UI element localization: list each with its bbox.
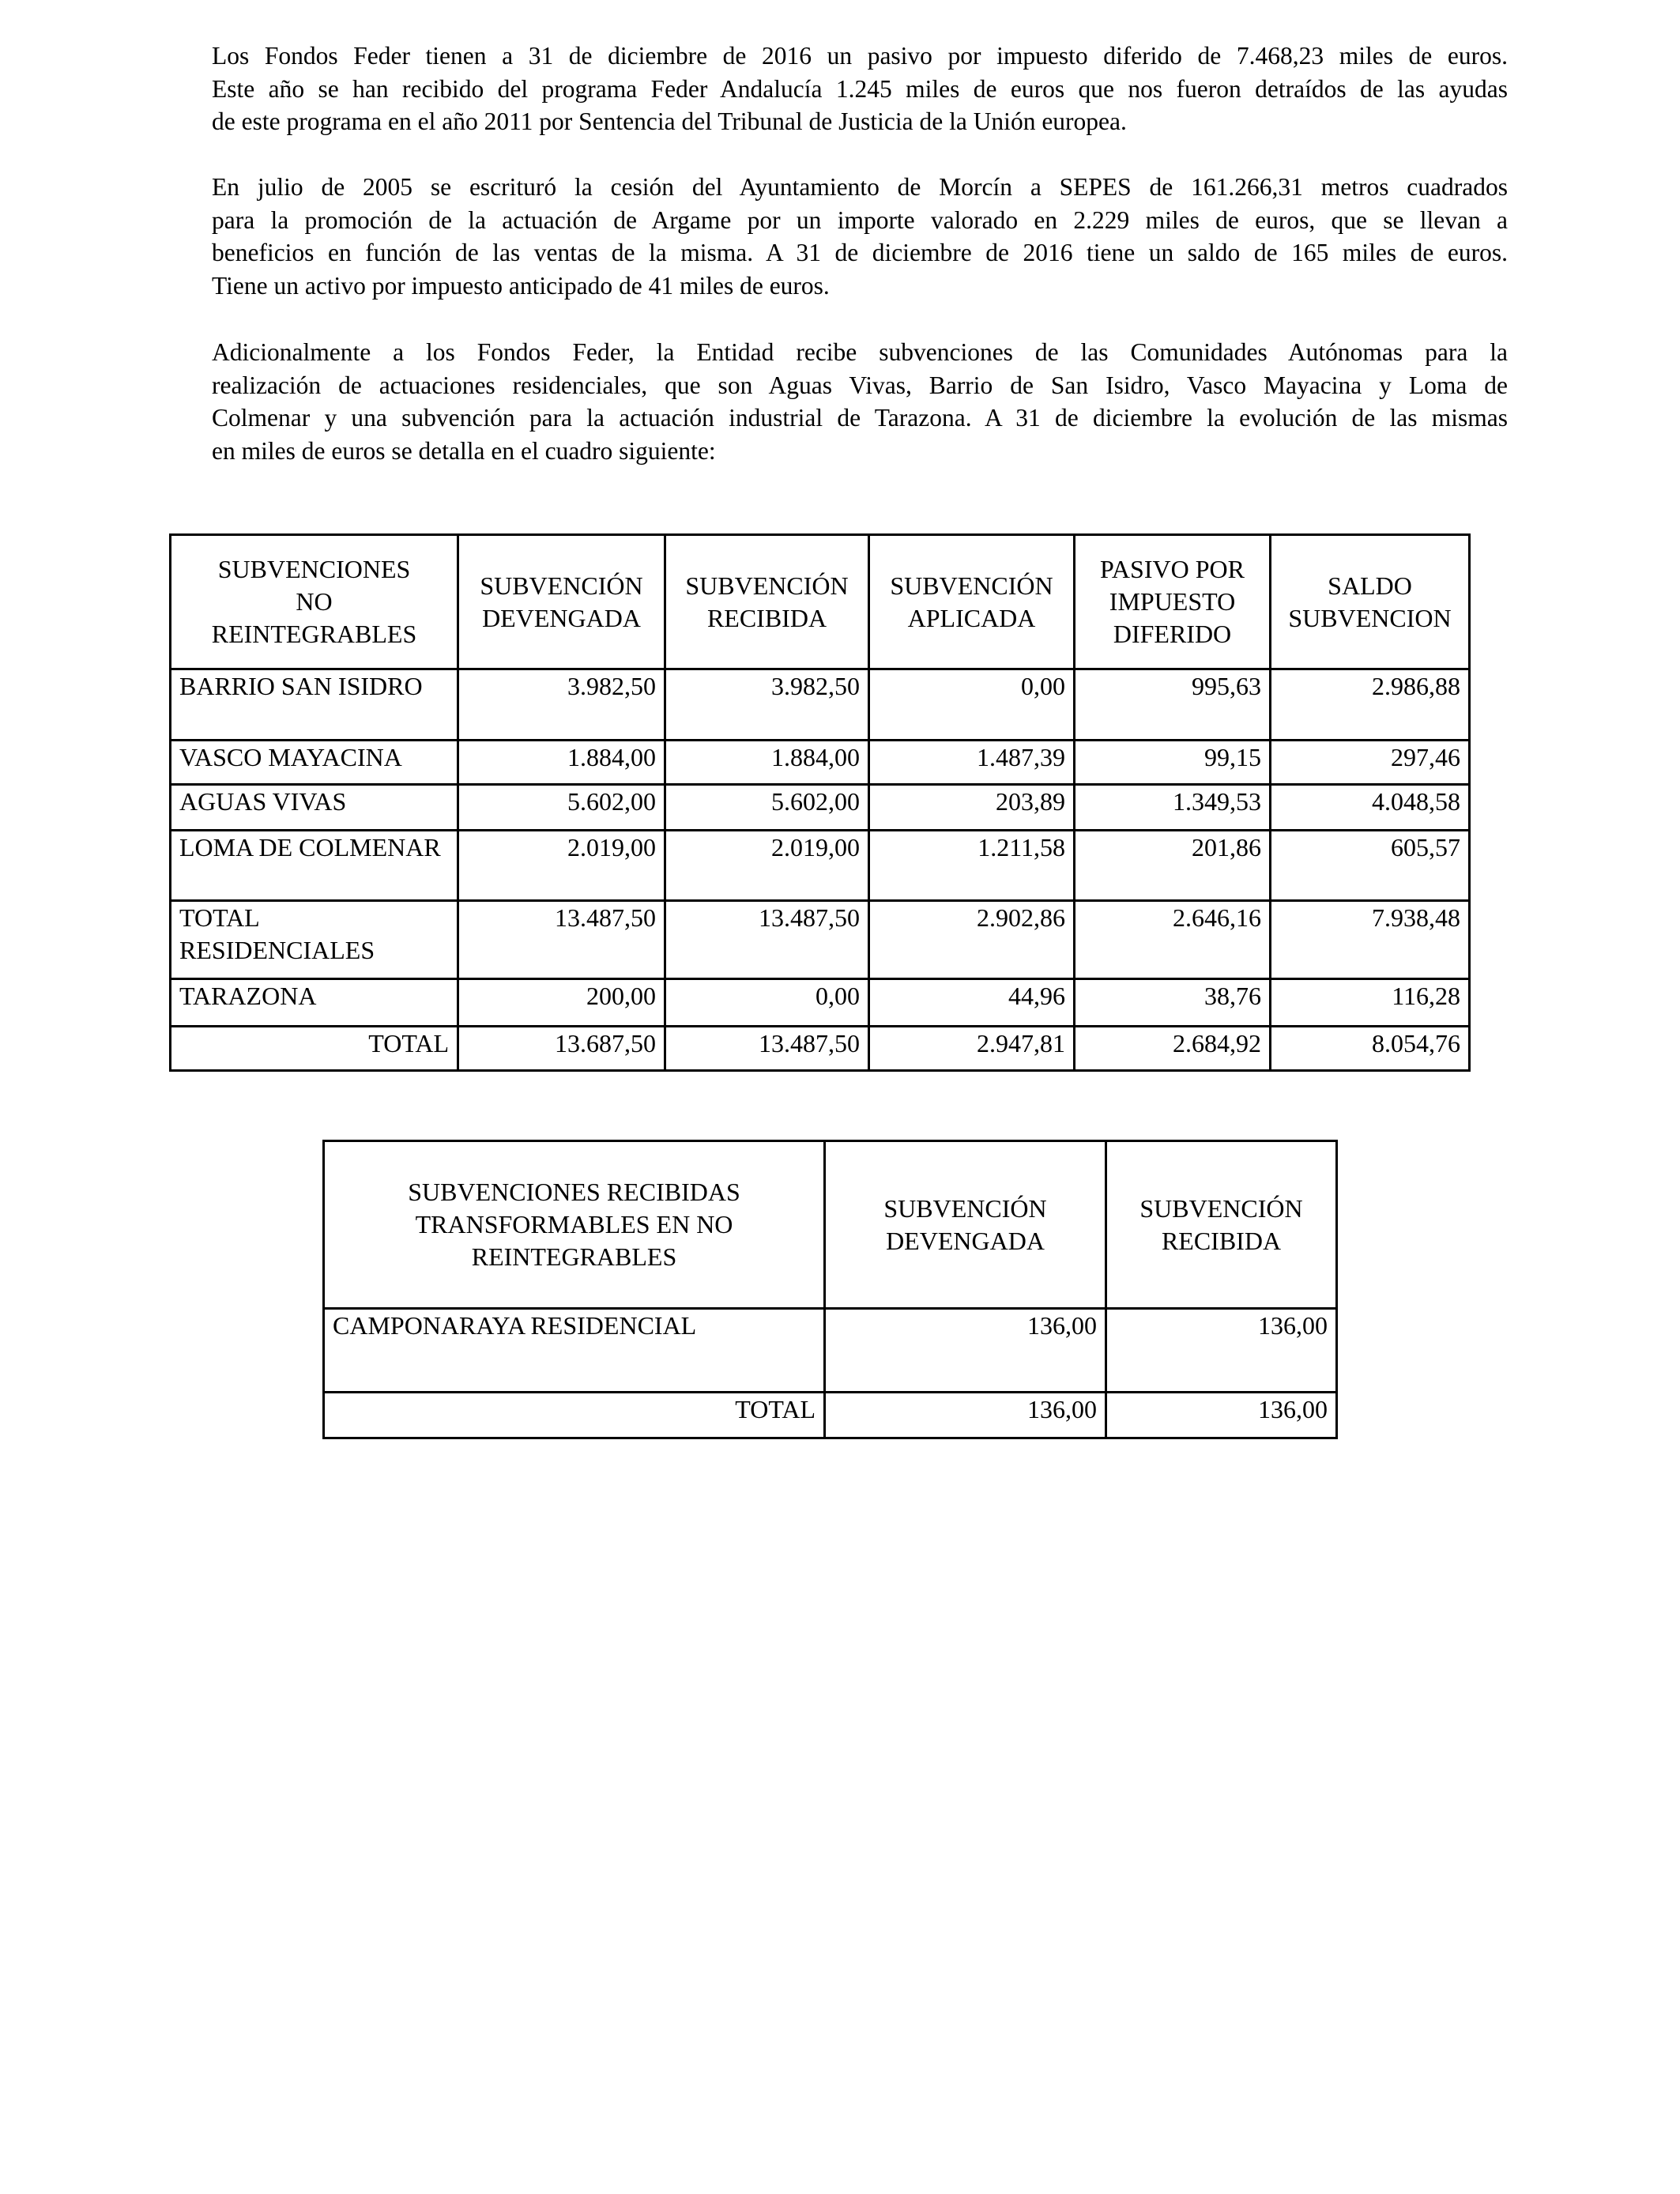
cell-value: 3.982,50 xyxy=(458,669,665,741)
table-row xyxy=(171,785,1470,831)
text-line: Este año se han recibido del programa Feder Andalucía 1.245 miles de euros que nos fueron detraídos de las ayudas xyxy=(212,74,1508,103)
cell-value: 297,46 xyxy=(1271,741,1470,785)
cell-value: 605,57 xyxy=(1271,831,1470,901)
cell-value: 5.602,00 xyxy=(458,785,665,831)
cell-value: 7.938,48 xyxy=(1271,901,1470,979)
text-line: Colmenar y una subvención para la actuación industrial de Tarazona. A 31 de diciembre la evolución de las mismas xyxy=(212,404,1508,432)
cell-value: 44,96 xyxy=(869,979,1075,1027)
row-label: TARAZONA xyxy=(171,979,458,1027)
cell-value: 2.947,81 xyxy=(869,1027,1075,1071)
cell-value: 116,28 xyxy=(1271,979,1470,1027)
cell-value: 0,00 xyxy=(665,979,869,1027)
table-row xyxy=(171,979,1470,1027)
cell-value: 13.487,50 xyxy=(665,901,869,979)
table-row xyxy=(324,1309,1337,1393)
cell-value: 2.986,88 xyxy=(1271,669,1470,741)
text-line: en miles de euros se detalla en el cuadro siguiente: xyxy=(212,436,716,465)
row-label: CAMPONARAYA RESIDENCIAL xyxy=(324,1309,825,1393)
text-line: beneficios en función de las ventas de la misma. A 31 de diciembre de 2016 tiene un saldo de 165 miles de euros. xyxy=(212,239,1508,266)
cell-value: 13.687,50 xyxy=(458,1027,665,1071)
cell-value: 1.884,00 xyxy=(458,741,665,785)
text-line: En julio de 2005 se escrituró la cesión del Ayuntamiento de Morcín a SEPES de 161.266,31 metros cuadrados xyxy=(212,173,1508,201)
cell-value: 4.048,58 xyxy=(1271,785,1470,831)
paragraph-subvenciones-ccaa xyxy=(212,336,1508,467)
cell-value: 2.902,86 xyxy=(869,901,1075,979)
table-header-row xyxy=(324,1141,1337,1309)
row-label-total: TOTAL xyxy=(324,1393,825,1438)
text-line: Tiene un activo por impuesto anticipado de 41 miles de euros. xyxy=(212,271,830,300)
row-label-total: TOTAL xyxy=(171,1027,458,1071)
row-label: BARRIO SAN ISIDRO xyxy=(171,669,458,741)
cell-value: 1.349,53 xyxy=(1075,785,1271,831)
cell-value: 99,15 xyxy=(1075,741,1271,785)
cell-value: 0,00 xyxy=(869,669,1075,741)
header-subvencion-devengada: SUBVENCIÓN DEVENGADA xyxy=(458,535,665,669)
header-subvencion-devengada: SUBVENCIÓN DEVENGADA xyxy=(825,1141,1106,1309)
header-subvenciones-transformables: SUBVENCIONES RECIBIDAS TRANSFORMABLES EN NO REINTEGRABLES xyxy=(324,1141,825,1309)
table-header-row xyxy=(171,535,1470,669)
cell-value: 200,00 xyxy=(458,979,665,1027)
text-line: Los Fondos Feder tienen a 31 de diciembre de 2016 un pasivo por impuesto diferido de 7.468,23 miles de euros. xyxy=(212,42,1508,70)
cell-value: 13.487,50 xyxy=(665,1027,869,1071)
table-row xyxy=(171,669,1470,741)
row-label: TOTAL RESIDENCIALES xyxy=(171,901,458,979)
cell-value: 8.054,76 xyxy=(1271,1027,1470,1071)
header-subvenciones-no-reintegrables: SUBVENCIONES NO REINTEGRABLES xyxy=(171,535,458,669)
header-saldo-subvencion: SALDO SUBVENCION xyxy=(1271,535,1470,669)
cell-value: 136,00 xyxy=(825,1393,1106,1438)
cell-value: 2.684,92 xyxy=(1075,1027,1271,1071)
cell-value: 136,00 xyxy=(1106,1309,1337,1393)
cell-value: 3.982,50 xyxy=(665,669,869,741)
paragraph-feder-pasivo xyxy=(212,40,1508,138)
header-subvencion-aplicada: SUBVENCIÓN APLICADA xyxy=(869,535,1075,669)
cell-value: 1.487,39 xyxy=(869,741,1075,785)
cell-value: 13.487,50 xyxy=(458,901,665,979)
row-label: LOMA DE COLMENAR xyxy=(171,831,458,901)
cell-value: 201,86 xyxy=(1075,831,1271,901)
cell-value: 203,89 xyxy=(869,785,1075,831)
text-line: para la promoción de la actuación de Argame por un importe valorado en 2.229 miles de euros, que se llevan a xyxy=(212,205,1508,234)
text-line: realización de actuaciones residenciales, que son Aguas Vivas, Barrio de San Isidro, Vasco Mayacina y Loma de xyxy=(212,371,1508,399)
cell-value: 136,00 xyxy=(825,1309,1106,1393)
cell-value: 38,76 xyxy=(1075,979,1271,1027)
table-row-total xyxy=(171,1027,1470,1071)
cell-value: 995,63 xyxy=(1075,669,1271,741)
table-subvenciones-no-reintegrables xyxy=(169,533,1471,1072)
text-line: de este programa en el año 2011 por Sentencia del Tribunal de Justicia de la Unión europea. xyxy=(212,107,1127,135)
cell-value: 1.884,00 xyxy=(665,741,869,785)
cell-value: 2.019,00 xyxy=(458,831,665,901)
text-line: Adicionalmente a los Fondos Feder, la Entidad recibe subvenciones de las Comunidades Autónomas para la xyxy=(212,338,1508,366)
table-subvenciones-transformables xyxy=(322,1140,1338,1439)
cell-value: 136,00 xyxy=(1106,1393,1337,1438)
cell-value: 2.646,16 xyxy=(1075,901,1271,979)
row-label: VASCO MAYACINA xyxy=(171,741,458,785)
row-label: AGUAS VIVAS xyxy=(171,785,458,831)
cell-value: 1.211,58 xyxy=(869,831,1075,901)
header-subvencion-recibida: SUBVENCIÓN RECIBIDA xyxy=(1106,1141,1337,1309)
table-row-total xyxy=(324,1393,1337,1438)
table-row-subtotal xyxy=(171,901,1470,979)
header-pasivo-impuesto-diferido: PASIVO POR IMPUESTO DIFERIDO xyxy=(1075,535,1271,669)
paragraph-morcin-cesion xyxy=(212,171,1508,302)
cell-value: 5.602,00 xyxy=(665,785,869,831)
cell-value: 2.019,00 xyxy=(665,831,869,901)
table-row xyxy=(171,741,1470,785)
header-subvencion-recibida: SUBVENCIÓN RECIBIDA xyxy=(665,535,869,669)
table-row xyxy=(171,831,1470,901)
